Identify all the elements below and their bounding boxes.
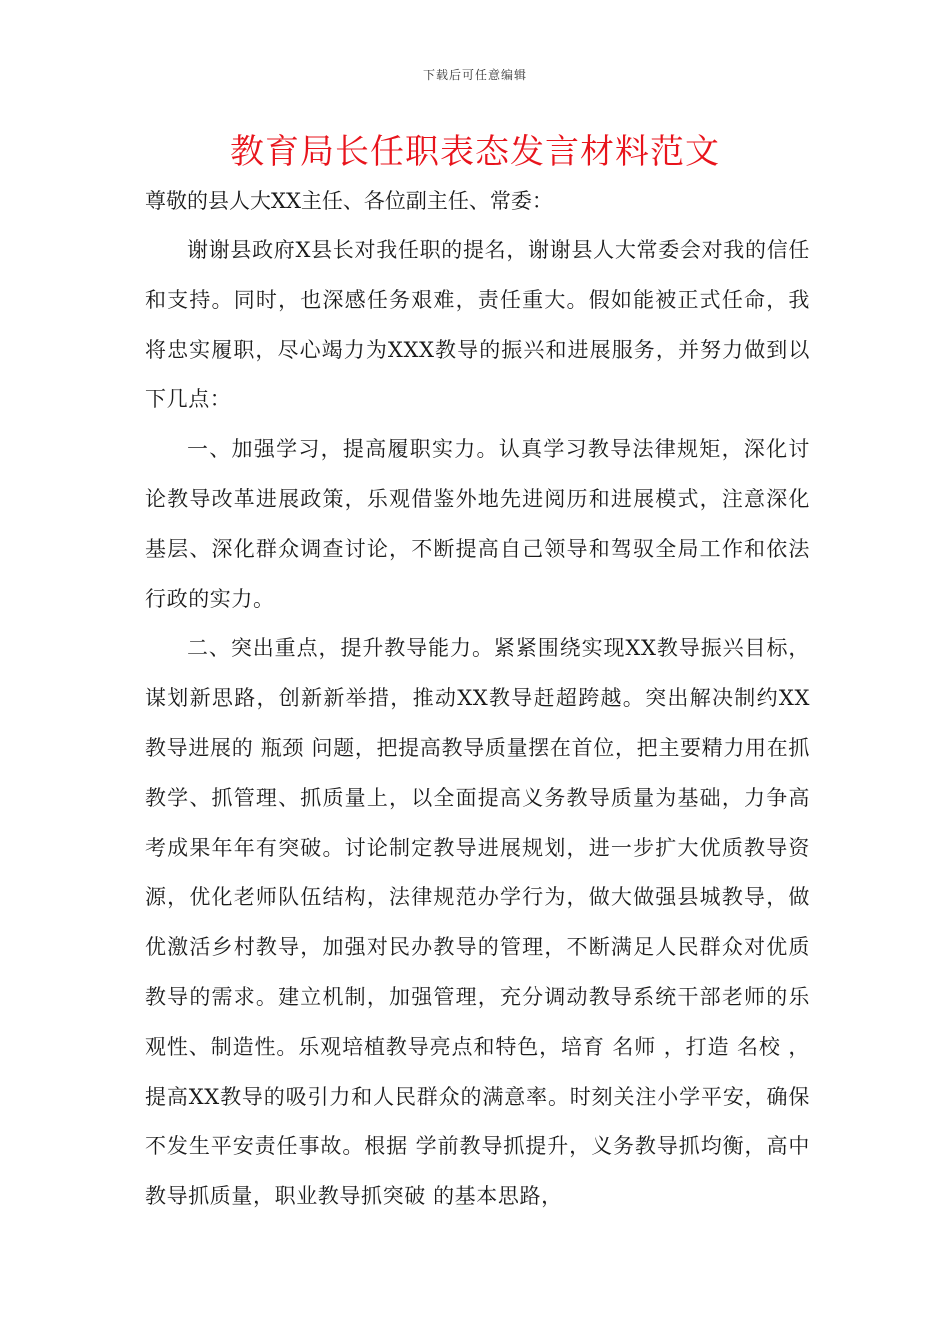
paragraph-point-one: 一、加强学习，提高履职实力。认真学习教导法律规矩，深化讨论教导改革进展政策，乐观借鉴外地先进阅历和进展模式，注意深化基层、深化群众调查讨论，不断提高自己领导和驾驭全局工作和依法行政的实力。 xyxy=(145,437,810,611)
paragraph-intro: 谢谢县政府X县长对我任职的提名，谢谢县人大常委会对我的信任和支持。同时，也深感任务艰难，责任重大。假如能被正式任命，我将忠实履职，尽心竭力为XXX教导的振兴和进展服务，并努力做到以下几点： xyxy=(145,238,810,412)
body-text xyxy=(145,226,810,1222)
document-title: 教育局长任职表态发言材料范文 xyxy=(230,132,720,172)
salutation: 尊敬的县人大XX主任、各位副主任、常委： xyxy=(145,189,553,213)
header-note: 下载后可任意编辑 xyxy=(422,68,527,82)
paragraph-point-two: 二、突出重点，提升教导能力。紧紧围绕实现XX教导振兴目标，谋划新思路，创新新举措，推动XX教导赶超跨越。突出解决制约XX教导进展的 瓶颈 问题，把提高教导质量摆在首位，把主要精力用在抓教学、抓管理、抓质量上，以全面提高义务教导质量为基础，力争高考成果年年有突破。讨论制定教导进展规划，进一步扩大优质教导资源，优化老师队伍结构，法律规范办学行为，做大做强县城教导，做优激活乡村教导，加强对民办教导的管理，不断满足人民群众对优质教导的需求。建立机制，加强管理，充分调动教导系统干部老师的乐观性、制造性。乐观培植教导亮点和特色，培育 名师 ，打造 名校 ，提高XX教导的吸引力和人民群众的满意率。时刻关注小学平安，确保不发生平安责任事故。根据 学前教导抓提升，义务教导抓均衡，高中教导抓质量，职业教导抓突破 的基本思路， xyxy=(145,636,810,1209)
